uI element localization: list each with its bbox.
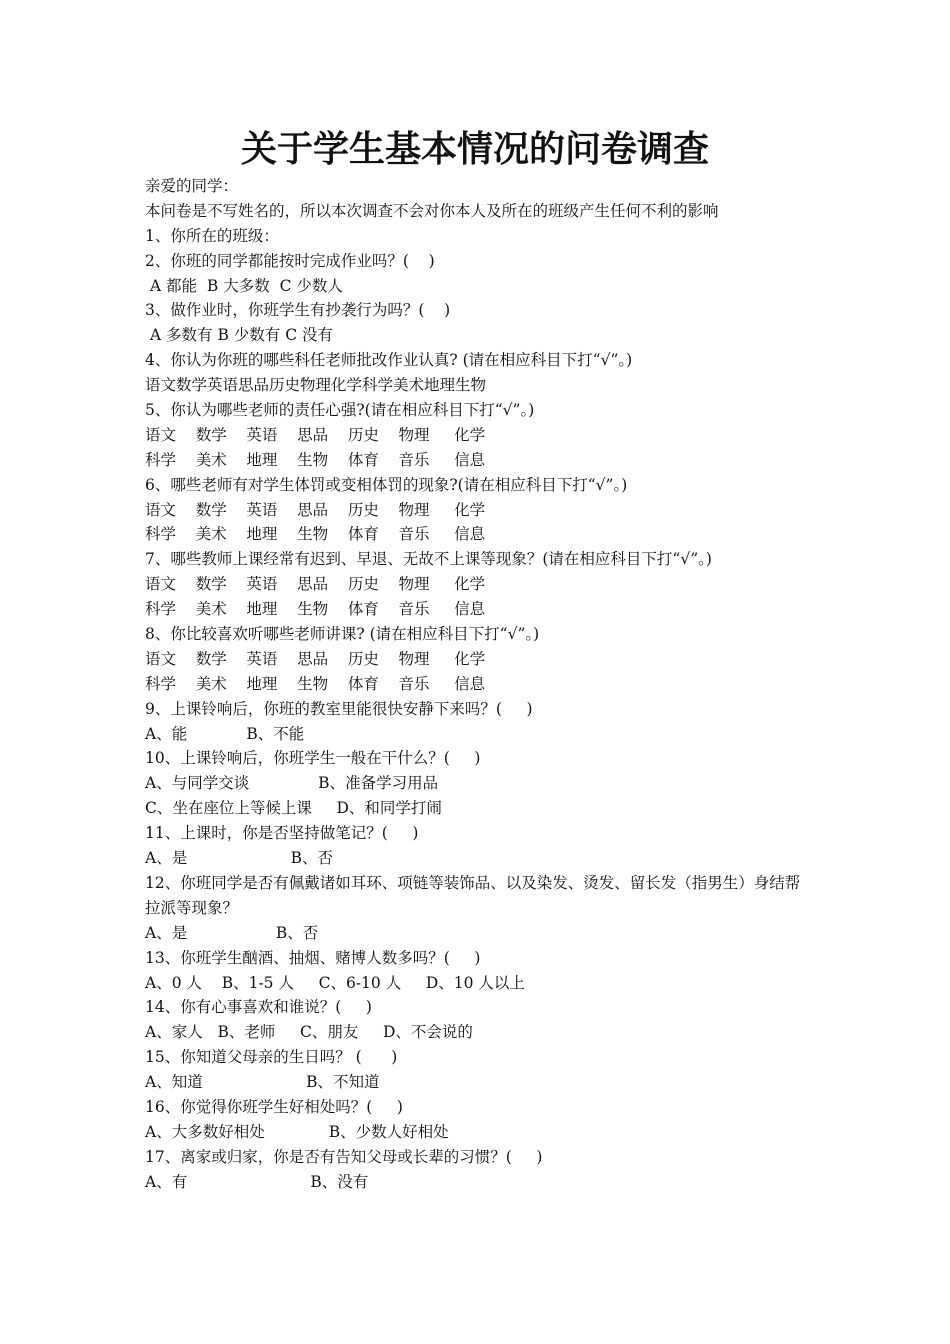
question-5-subjects-row-2: 科学 美术 地理 生物 体育 音乐 信息 xyxy=(145,450,486,469)
question-2-options: A 都能 B 大多数 C 少数人 xyxy=(145,276,343,295)
question-8: 8、你比较喜欢听哪些老师讲课? (请在相应科目下打“√”。) xyxy=(145,625,540,644)
question-15-options: A、知道 B、不知道 xyxy=(145,1073,380,1092)
question-7-subjects-row-1: 语文 数学 英语 思品 历史 物理 化学 xyxy=(145,575,486,594)
question-11-options: A、是 B、否 xyxy=(145,849,334,868)
question-6: 6、哪些老师有对学生体罚或变相体罚的现象?(请在相应科目下打“√”。) xyxy=(145,475,628,494)
question-14: 14、你有心事喜欢和谁说？( ) xyxy=(145,998,372,1017)
question-7: 7、哪些教师上课经常有迟到、早退、无故不上课等现象？(请在相应科目下打“√”。) xyxy=(145,550,712,569)
question-10: 10、上课铃响后，你班学生一般在干什么？( ) xyxy=(145,749,481,768)
question-11: 11、上课时，你是否坚持做笔记？( ) xyxy=(145,824,419,843)
intro-text: 本问卷是不写姓名的，所以本次调查不会对你本人及所在的班级产生任何不利的影响 xyxy=(145,201,719,220)
question-5-subjects-row-1: 语文 数学 英语 思品 历史 物理 化学 xyxy=(145,425,486,444)
question-13: 13、你班学生酗酒、抽烟、赌博人数多吗？( ) xyxy=(145,948,481,967)
question-10-options-row-2: C、坐在座位上等候上课 D、和同学打闹 xyxy=(145,799,442,818)
question-7-subjects-row-2: 科学 美术 地理 生物 体育 音乐 信息 xyxy=(145,600,486,619)
questionnaire-body xyxy=(145,174,815,1195)
question-12-options: A、是 B、否 xyxy=(145,923,319,942)
question-6-subjects-row-1: 语文 数学 英语 思品 历史 物理 化学 xyxy=(145,500,486,519)
question-3-options: A 多数有 B 少数有 C 没有 xyxy=(145,326,334,345)
greeting: 亲爱的同学： xyxy=(145,177,239,195)
question-3: 3、做作业时，你班学生有抄袭行为吗？( ) xyxy=(145,301,451,320)
question-1: 1、你所在的班级： xyxy=(145,226,279,245)
question-5: 5、你认为哪些老师的责任心强?(请在相应科目下打“√”。) xyxy=(145,401,535,420)
question-17: 17、离家或归家，你是否有告知父母或长辈的习惯？( ) xyxy=(145,1147,543,1166)
question-4: 4、你认为你班的哪些科任老师批改作业认真? (请在相应科目下打“√”。) xyxy=(145,351,633,370)
question-17-options: A、有 B、没有 xyxy=(145,1172,369,1191)
question-2: 2、你班的同学都能按时完成作业吗？( ) xyxy=(145,251,435,270)
question-9: 9、上课铃响后，你班的教室里能很快安静下来吗？( ) xyxy=(145,699,533,718)
question-4-subjects: 语文数学英语思品历史物理化学科学美术地理生物 xyxy=(145,376,487,395)
question-6-subjects-row-2: 科学 美术 地理 生物 体育 音乐 信息 xyxy=(145,525,486,544)
question-16-options: A、大多数好相处 B、少数人好相处 xyxy=(145,1122,449,1141)
question-10-options-row-1: A、与同学交谈 B、准备学习用品 xyxy=(145,774,439,793)
question-14-options: A、家人 B、老师 C、朋友 D、不会说的 xyxy=(145,1023,473,1042)
question-8-subjects-row-1: 语文 数学 英语 思品 历史 物理 化学 xyxy=(145,649,486,668)
question-13-options: A、0 人 B、1-5 人 C、6-10 人 D、10 人以上 xyxy=(145,973,525,992)
question-8-subjects-row-2: 科学 美术 地理 生物 体育 音乐 信息 xyxy=(145,674,486,693)
question-9-options: A、能 B、不能 xyxy=(145,724,305,743)
question-12: 12、你班同学是否有佩戴诸如耳环、项链等装饰品、以及染发、烫发、留长发（指男生）身结帮拉派等现象？ xyxy=(145,873,801,917)
document-title: 关于学生基本情况的问卷调查 xyxy=(240,128,709,170)
question-15: 15、你知道父母亲的生日吗？ ( ) xyxy=(145,1048,398,1067)
question-16: 16、你觉得你班学生好相处吗？( ) xyxy=(145,1097,403,1116)
